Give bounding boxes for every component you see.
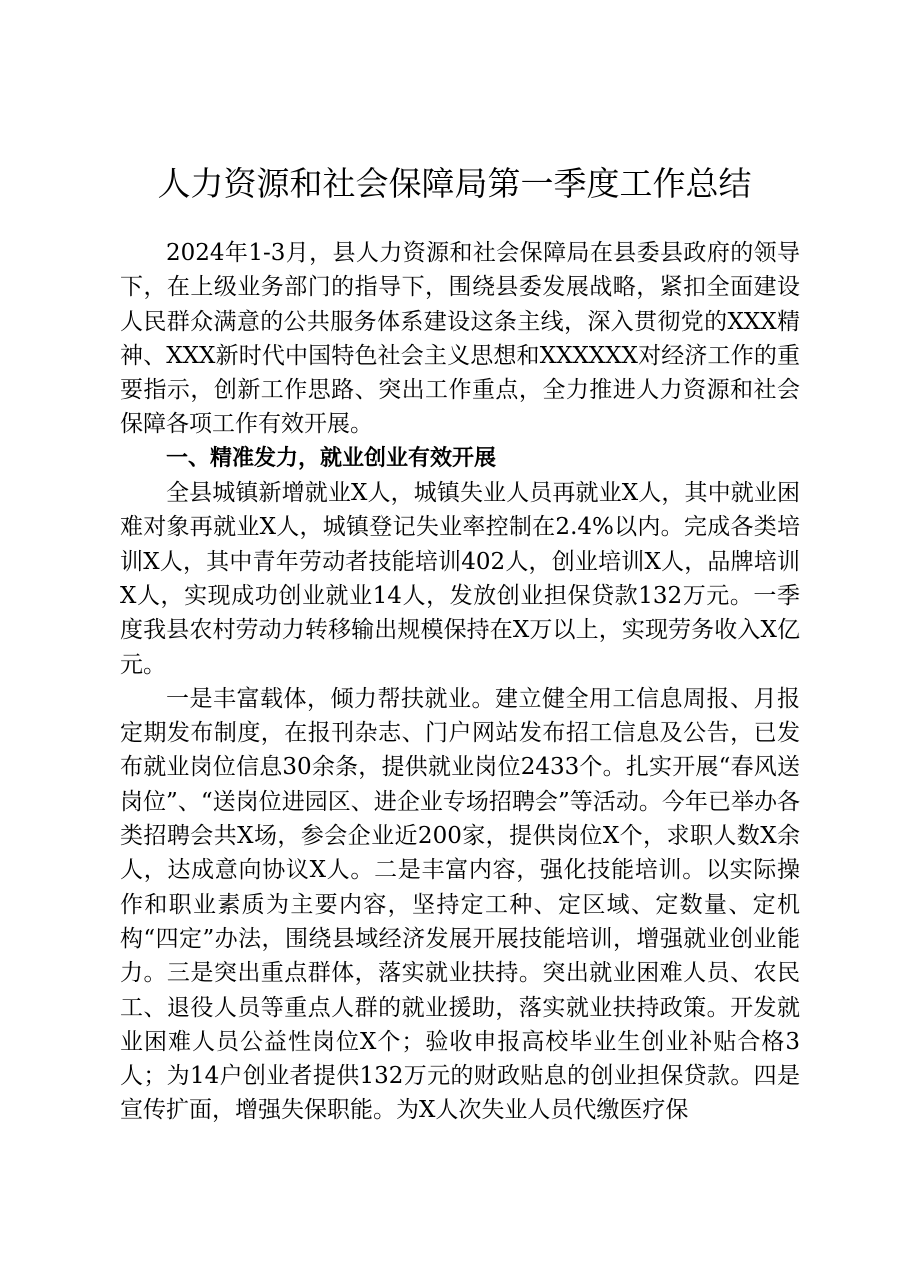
- paragraph-intro: 2024年1-3月，县人力资源和社会保障局在县委县政府的领导下，在上级业务部门的指导下，围绕县委发展战略，紧扣全面建设人民群众满意的公共服务体系建设这条主线，深入贯彻党的XXX精神、XXX新时代中国特色社会主义思想和XXXXXX对经济工作的重要指示，创新工作思路、突出工作重点，全力推进人力资源和社会保障各项工作有效开展。: [120, 240, 800, 438]
- document-body: [120, 236, 800, 1128]
- document-title: 人力资源和社会保障局第一季度工作总结: [157, 164, 752, 203]
- paragraph-employment-measures: 一是丰富载体，倾力帮扶就业。建立健全用工信息周报、月报定期发布制度，在报刊杂志、门户网站发布招工信息及公告，已发布就业岗位信息30余条，提供就业岗位2433个。扎实开展“春风送岗位”、“送岗位进园区、进企业专场招聘会”等活动。今年已举办各类招聘会共X场，参会企业近200家，提供岗位X个，求职人数X余人，达成意向协议X人。二是丰富内容，强化技能培训。以实际操作和职业素质为主要内容，坚持定工种、定区域、定数量、定机构“四定”办法，围绕县域经济发展开展技能培训，增强就业创业能力。三是突出重点群体，落实就业扶持。突出就业困难人员、农民工、退役人员等重点人群的就业援助，落实就业扶持政策。开发就业困难人员公益性岗位X个；验收申报高校毕业生创业补贴合格3人；为14户创业者提供132万元的财政贴息的创业担保贷款。四是宣传扩面，增强失保职能。为X人次失业人员代缴医疗保: [120, 685, 800, 1124]
- section-heading-1: 一、精准发力，就业创业有效开展: [166, 445, 497, 471]
- paragraph-employment-summary: 全县城镇新增就业X人，城镇失业人员再就业X人，其中就业困难对象再就业X人，城镇登记失业率控制在2.4%以内。完成各类培训X人，其中青年劳动者技能培训402人，创业培训X人，品牌培训X人，实现成功创业就业14人，发放创业担保贷款132万元。一季度我县农村劳动力转移输出规模保持在X万以上，实现劳务收入X亿元。: [120, 480, 800, 678]
